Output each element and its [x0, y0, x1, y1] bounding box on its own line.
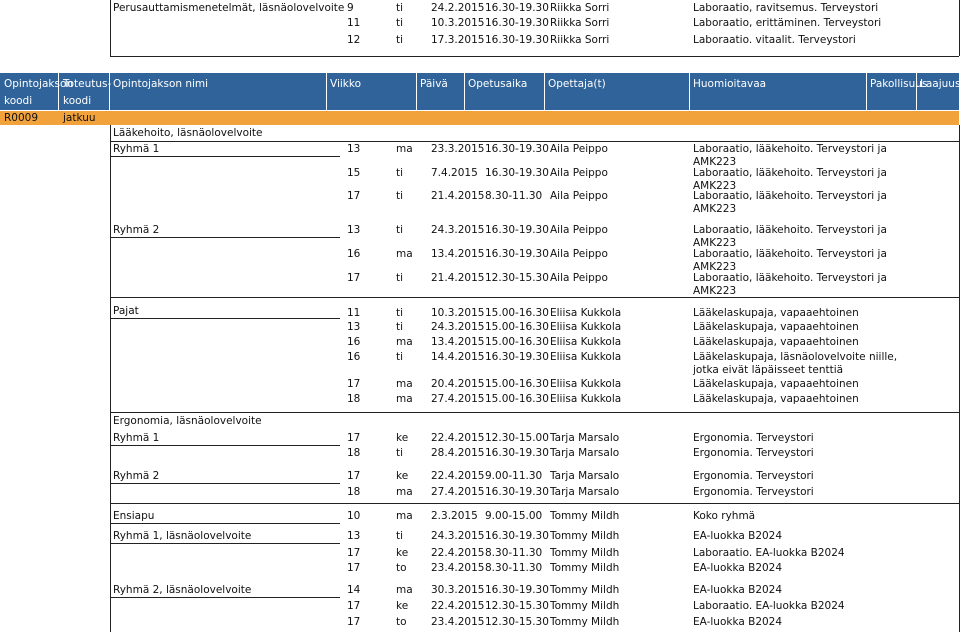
group-label: Pajat [113, 305, 139, 317]
time-cell: 15.00-16.30 [485, 393, 549, 405]
week-cell: 15 [347, 167, 361, 179]
time-cell: 16.30-19.30 [485, 447, 549, 459]
note-cell-continued: AMK223 [693, 156, 737, 168]
time-cell: 15.00-16.30 [485, 336, 549, 348]
date-cell: 7.4.2015 [431, 167, 478, 179]
day-cell: ti [396, 34, 404, 46]
note-cell: Lääkelaskupaja, vapaaehtoinen [693, 378, 859, 390]
header-divider [464, 73, 465, 110]
date-cell: 23.4.2015 [431, 616, 485, 628]
day-cell: ti [396, 321, 404, 333]
group-label: Ryhmä 2 [113, 224, 160, 236]
teacher-cell: Tommy Mildh [550, 547, 620, 559]
day-cell: ti [396, 17, 404, 29]
time-cell: 8.30-11.30 [485, 562, 543, 574]
header-divider [58, 73, 59, 110]
note-cell-continued: AMK223 [693, 180, 737, 192]
date-cell: 27.4.2015 [431, 486, 485, 498]
note-cell: Lääkelaskupaja, läsnäolovelvoite niille, [693, 351, 898, 363]
header-teacher: Opettaja(t) [548, 78, 606, 90]
teacher-cell: Tommy Mildh [550, 562, 620, 574]
day-cell: ma [396, 393, 413, 405]
note-cell-continued: AMK223 [693, 237, 737, 249]
note-cell: Laboraatio, erittäminen. Terveystori [693, 17, 882, 29]
week-cell: 17 [347, 190, 361, 202]
group-label: Ryhmä 1, läsnäolovelvoite [113, 530, 252, 542]
time-cell: 16.30-19.30 [485, 248, 549, 260]
group-underline [110, 543, 340, 544]
note-cell: Ergonomia. Terveystori [693, 486, 814, 498]
teacher-cell: Aila Peippo [550, 143, 608, 155]
date-cell: 20.4.2015 [431, 378, 485, 390]
teacher-cell: Tommy Mildh [550, 600, 620, 612]
table-border [110, 0, 111, 56]
header-name: Opintojakson nimi [113, 78, 209, 90]
day-cell: ti [396, 351, 404, 363]
teacher-cell: Eliisa Kukkola [550, 378, 622, 390]
teacher-cell: Eliisa Kukkola [550, 336, 622, 348]
date-cell: 13.4.2015 [431, 248, 485, 260]
course-name: Lääkehoito, läsnäolovelvoite [113, 127, 263, 139]
teacher-cell: Aila Peippo [550, 224, 608, 236]
week-cell: 11 [347, 17, 361, 29]
time-cell: 16.30-19.30 [485, 167, 549, 179]
note-cell: Lääkelaskupaja, vapaaehtoinen [693, 307, 859, 319]
group-underline [110, 483, 340, 484]
time-cell: 12.30-15.00 [485, 432, 549, 444]
note-cell: Lääkelaskupaja, vapaaehtoinen [693, 336, 859, 348]
week-cell: 13 [347, 143, 361, 155]
week-cell: 16 [347, 248, 361, 260]
date-cell: 10.3.2015 [431, 307, 485, 319]
week-cell: 13 [347, 224, 361, 236]
table-border [110, 297, 959, 298]
note-cell: Lääkelaskupaja, vapaaehtoinen [693, 393, 859, 405]
week-cell: 10 [347, 510, 361, 522]
header-mandatory: Pakollisuus [870, 78, 928, 90]
date-cell: 22.4.2015 [431, 432, 485, 444]
day-cell: ma [396, 378, 413, 390]
header-day: Päivä [420, 78, 448, 90]
day-cell: ma [396, 248, 413, 260]
header-time: Opetusaika [468, 78, 528, 90]
note-cell: Lääkelaskupaja, vapaaehtoinen [693, 321, 859, 333]
day-cell: ti [396, 530, 404, 542]
time-cell: 16.30-19.30 [485, 2, 549, 14]
teacher-cell: Aila Peippo [550, 190, 608, 202]
group-label: Perusauttamismenetelmät, läsnäolovelvoite [113, 2, 345, 14]
course-impl: jatkuu [63, 112, 96, 124]
note-cell: Laboraatio, lääkehoito. Terveystori ja [693, 190, 887, 202]
teacher-cell: Aila Peippo [550, 167, 608, 179]
week-cell: 17 [347, 600, 361, 612]
date-cell: 21.4.2015 [431, 190, 485, 202]
teacher-cell: Aila Peippo [550, 272, 608, 284]
header-code: Opintojakson [4, 78, 74, 90]
week-cell: 16 [347, 336, 361, 348]
week-cell: 11 [347, 307, 361, 319]
time-cell: 12.30-15.30 [485, 616, 549, 628]
date-cell: 27.4.2015 [431, 393, 485, 405]
note-cell: Ergonomia. Terveystori [693, 447, 814, 459]
day-cell: ti [396, 2, 404, 14]
week-cell: 13 [347, 321, 361, 333]
header-divider [109, 73, 110, 110]
group-underline [110, 156, 340, 157]
header-note: Huomioitavaa [693, 78, 767, 90]
week-cell: 17 [347, 470, 361, 482]
teacher-cell: Tarja Marsalo [550, 486, 620, 498]
header-divider [544, 73, 545, 110]
note-cell: Ergonomia. Terveystori [693, 432, 814, 444]
note-cell-continued: AMK223 [693, 261, 737, 273]
teacher-cell: Tommy Mildh [550, 616, 620, 628]
day-cell: ke [396, 547, 409, 559]
table-border [110, 56, 959, 57]
note-cell: Laboraatio. EA-luokka B2024 [693, 547, 845, 559]
table-header [0, 73, 959, 110]
note-cell: Laboraatio, lääkehoito. Terveystori ja [693, 224, 887, 236]
note-cell: Ergonomia. Terveystori [693, 470, 814, 482]
date-cell: 22.4.2015 [431, 600, 485, 612]
day-cell: ma [396, 486, 413, 498]
header-week: Viikko [330, 78, 361, 90]
note-cell: Laboraatio, ravitsemus. Terveystori [693, 2, 879, 14]
day-cell: ke [396, 432, 409, 444]
teacher-cell: Eliisa Kukkola [550, 321, 622, 333]
teacher-cell: Riikka Sorri [550, 2, 610, 14]
day-cell: ti [396, 224, 404, 236]
date-cell: 10.3.2015 [431, 17, 485, 29]
header-divider [416, 73, 417, 110]
teacher-cell: Tommy Mildh [550, 584, 620, 596]
week-cell: 17 [347, 432, 361, 444]
note-cell: Laboraatio. vitaalit. Terveystori [693, 34, 856, 46]
day-cell: ma [396, 143, 413, 155]
date-cell: 17.3.2015 [431, 34, 485, 46]
header-code-2: koodi [4, 95, 33, 107]
time-cell: 15.00-16.30 [485, 321, 549, 333]
date-cell: 22.4.2015 [431, 470, 485, 482]
course-code: R0009 [4, 112, 39, 124]
day-cell: ti [396, 307, 404, 319]
day-cell: ma [396, 510, 413, 522]
week-cell: 18 [347, 393, 361, 405]
note-cell: EA-luokka B2024 [693, 562, 783, 574]
teacher-cell: Tarja Marsalo [550, 447, 620, 459]
time-cell: 16.30-19.30 [485, 224, 549, 236]
note-cell: EA-luokka B2024 [693, 616, 783, 628]
group-underline [110, 237, 340, 238]
group-label: Ryhmä 1 [113, 432, 160, 444]
group-label: Ryhmä 1 [113, 143, 160, 155]
day-cell: ma [396, 584, 413, 596]
group-underline [110, 318, 340, 319]
group-label: Ryhmä 2 [113, 470, 160, 482]
header-impl: Toteutus- [63, 78, 112, 90]
day-cell: ma [396, 336, 413, 348]
header-divider [916, 73, 917, 110]
time-cell: 16.30-19.30 [485, 530, 549, 542]
time-cell: 16.30-19.30 [485, 351, 549, 363]
week-cell: 18 [347, 447, 361, 459]
day-cell: ti [396, 447, 404, 459]
table-border [110, 125, 111, 632]
time-cell: 12.30-15.30 [485, 600, 549, 612]
date-cell: 24.3.2015 [431, 530, 485, 542]
date-cell: 22.4.2015 [431, 547, 485, 559]
day-cell: ke [396, 600, 409, 612]
week-cell: 16 [347, 351, 361, 363]
course-row [0, 111, 959, 125]
header-divider [689, 73, 690, 110]
note-cell: EA-luokka B2024 [693, 530, 783, 542]
time-cell: 8.30-11.30 [485, 190, 543, 202]
time-cell: 15.00-16.30 [485, 307, 549, 319]
week-cell: 17 [347, 547, 361, 559]
group-label: Ryhmä 2, läsnäolovelvoite [113, 584, 252, 596]
header-credits: Laajuus [920, 78, 960, 90]
date-cell: 24.2.2015 [431, 2, 485, 14]
day-cell: to [396, 616, 407, 628]
header-divider [326, 73, 327, 110]
teacher-cell: Aila Peippo [550, 248, 608, 260]
day-cell: to [396, 562, 407, 574]
section-title-ergonomia: Ergonomia, läsnäolovelvoite [113, 415, 262, 427]
table-border [110, 141, 959, 142]
teacher-cell: Tarja Marsalo [550, 470, 620, 482]
day-cell: ke [396, 470, 409, 482]
group-underline [110, 523, 340, 524]
note-cell-continued: AMK223 [693, 203, 737, 215]
day-cell: ti [396, 167, 404, 179]
note-cell: Koko ryhmä [693, 510, 756, 522]
week-cell: 13 [347, 530, 361, 542]
date-cell: 24.3.2015 [431, 321, 485, 333]
time-cell: 16.30-19.30 [485, 34, 549, 46]
week-cell: 17 [347, 378, 361, 390]
date-cell: 30.3.2015 [431, 584, 485, 596]
week-cell: 17 [347, 616, 361, 628]
time-cell: 9.00-15.00 [485, 510, 543, 522]
note-cell: Laboraatio, lääkehoito. Terveystori ja [693, 248, 887, 260]
note-cell-continued: AMK223 [693, 285, 737, 297]
group-underline [110, 445, 340, 446]
note-cell: Laboraatio, lääkehoito. Terveystori ja [693, 167, 887, 179]
week-cell: 9 [347, 2, 354, 14]
time-cell: 15.00-16.30 [485, 378, 549, 390]
week-cell: 14 [347, 584, 361, 596]
date-cell: 24.3.2015 [431, 224, 485, 236]
teacher-cell: Riikka Sorri [550, 34, 610, 46]
time-cell: 16.30-19.30 [485, 584, 549, 596]
note-cell: Laboraatio, lääkehoito. Terveystori ja [693, 143, 887, 155]
time-cell: 16.30-19.30 [485, 486, 549, 498]
header-impl-2: koodi [63, 95, 92, 107]
date-cell: 21.4.2015 [431, 272, 485, 284]
date-cell: 14.4.2015 [431, 351, 485, 363]
date-cell: 23.4.2015 [431, 562, 485, 574]
group-underline [110, 597, 340, 598]
note-cell-continued: jotka eivät läpäisseet tenttiä [693, 364, 844, 376]
note-cell: Laboraatio, lääkehoito. Terveystori ja [693, 272, 887, 284]
week-cell: 17 [347, 562, 361, 574]
week-cell: 12 [347, 34, 361, 46]
table-border [110, 503, 959, 504]
table-border [110, 412, 959, 413]
teacher-cell: Tarja Marsalo [550, 432, 620, 444]
teacher-cell: Tommy Mildh [550, 510, 620, 522]
time-cell: 12.30-15.30 [485, 272, 549, 284]
date-cell: 28.4.2015 [431, 447, 485, 459]
day-cell: ti [396, 272, 404, 284]
time-cell: 16.30-19.30 [485, 17, 549, 29]
time-cell: 9.00-11.30 [485, 470, 543, 482]
date-cell: 2.3.2015 [431, 510, 478, 522]
time-cell: 8.30-11.30 [485, 547, 543, 559]
header-divider [866, 73, 867, 110]
date-cell: 23.3.2015 [431, 143, 485, 155]
day-cell: ti [396, 190, 404, 202]
date-cell: 13.4.2015 [431, 336, 485, 348]
group-label: Ensiapu [113, 510, 155, 522]
time-cell: 16.30-19.30 [485, 143, 549, 155]
teacher-cell: Eliisa Kukkola [550, 351, 622, 363]
note-cell: EA-luokka B2024 [693, 584, 783, 596]
note-cell: Laboraatio. EA-luokka B2024 [693, 600, 845, 612]
week-cell: 17 [347, 272, 361, 284]
week-cell: 18 [347, 486, 361, 498]
teacher-cell: Riikka Sorri [550, 17, 610, 29]
teacher-cell: Tommy Mildh [550, 530, 620, 542]
teacher-cell: Eliisa Kukkola [550, 393, 622, 405]
teacher-cell: Eliisa Kukkola [550, 307, 622, 319]
